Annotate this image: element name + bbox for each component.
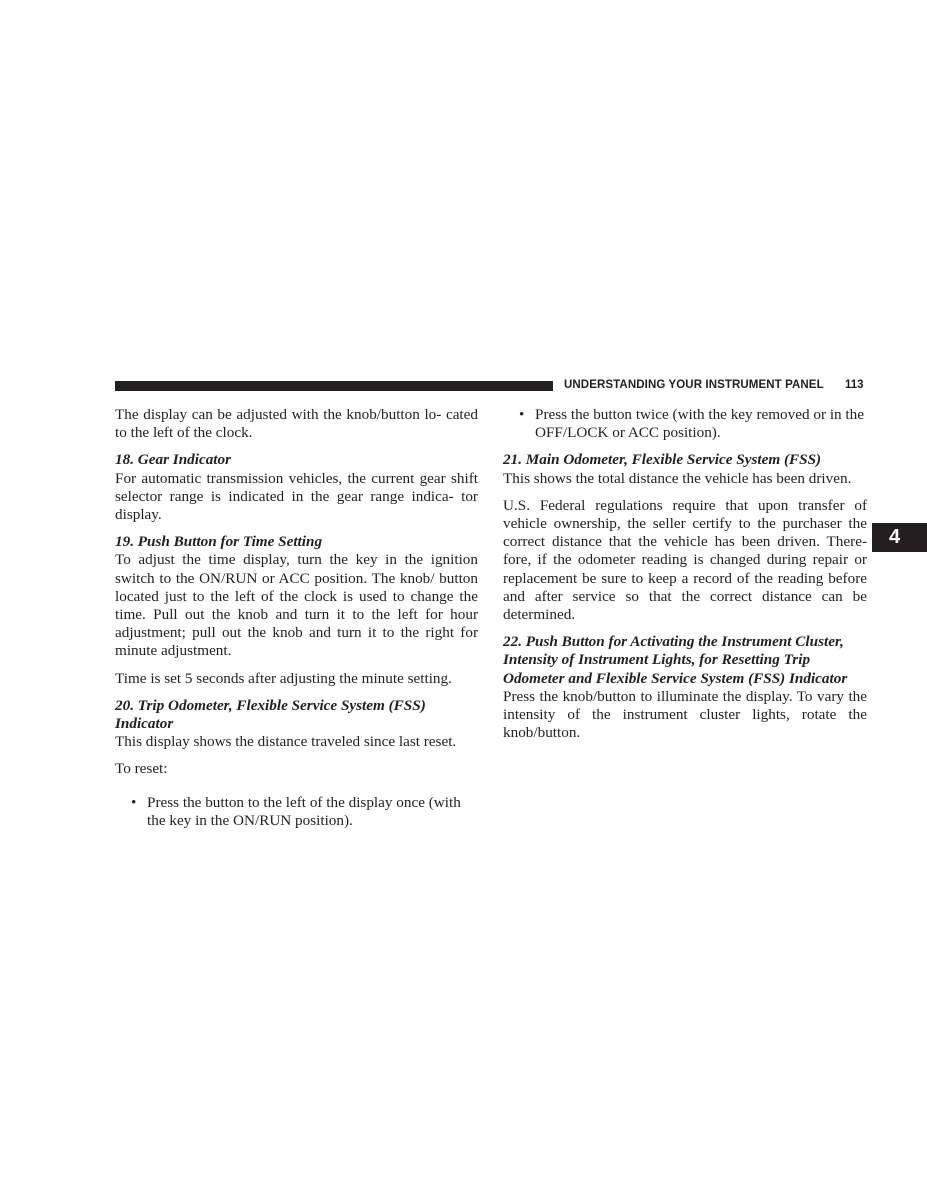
section-heading-19: 19. Push Button for Time Setting	[115, 533, 323, 551]
running-header: UNDERSTANDING YOUR INSTRUMENT PANEL	[564, 379, 824, 391]
bullet-icon: •	[131, 793, 137, 811]
section-note-19: Time is set 5 seconds after adjusting the minute setting.	[115, 669, 452, 687]
section-body-21: This shows the total distance the vehicle has been driven.	[503, 469, 852, 487]
right-column	[503, 406, 867, 751]
section-body-19: To adjust the time display, turn the key in the ignition switch to the ON/RUN or ACC position. The knob/ button located just to the left of the clock is used to change the time. Pull out the knob and turn it to the left for hour adjustment; pull out the knob and turn it to the right for minute adjustment.	[115, 551, 478, 660]
bullet-icon: •	[519, 406, 525, 423]
section-heading-22: 22. Push Button for Activating the Instrument Cluster, Intensity of Instrument Lights, for Resetting Trip Odometer and Flexible Service System (FSS) Indicator	[503, 633, 848, 687]
list-item	[503, 406, 867, 442]
left-column	[115, 406, 478, 839]
page-number: 113	[845, 379, 864, 391]
list-item-text: Press the button twice (with the key removed or in the OFF/LOCK or ACC position).	[535, 406, 864, 442]
header-rule	[115, 381, 553, 391]
intro-paragraph: The display can be adjusted with the knob/button lo- cated to the left of the clock.	[115, 406, 478, 442]
section-body-21-regulations: U.S. Federal regulations require that upon transfer of vehicle ownership, the seller certify to the purchaser the correct distance that the vehicle has been driven. There- fore, if the odometer reading is changed during repair or replacement be sure to keep a record of the reading before and after service so that the correct distance can be determined.	[503, 496, 867, 624]
section-heading-21: 21. Main Odometer, Flexible Service System (FSS)	[503, 451, 822, 469]
reset-label: To reset:	[115, 760, 168, 778]
section-body-20: This display shows the distance traveled since last reset.	[115, 733, 457, 751]
list-item-text: Press the button to the left of the display once (with the key in the ON/RUN position).	[147, 793, 461, 829]
section-body-18: For automatic transmission vehicles, the current gear shift selector range is indicated in the gear range indica- tor display.	[115, 469, 478, 524]
chapter-tab: 4	[872, 523, 927, 552]
section-heading-18: 18. Gear Indicator	[115, 451, 232, 469]
section-body-22: Press the knob/button to illuminate the display. To vary the intensity of the instrument cluster lights, rotate the knob/button.	[503, 687, 867, 742]
section-heading-20: 20. Trip Odometer, Flexible Service System (FSS) Indicator	[115, 696, 426, 733]
list-item	[115, 794, 478, 830]
